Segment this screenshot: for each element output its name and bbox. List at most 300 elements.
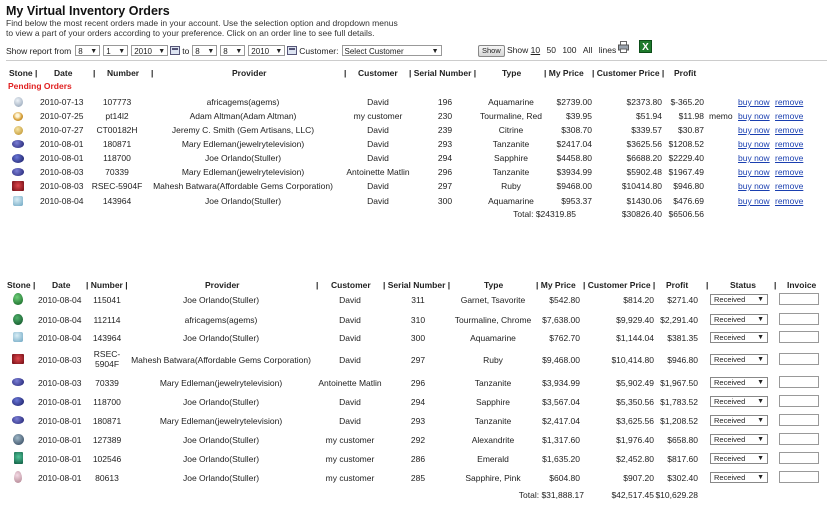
chevron-down-icon: ▼: [158, 48, 166, 55]
row-customer-price: $1,144.04: [616, 333, 654, 343]
row-date: 2010-08-01: [40, 153, 84, 163]
remove-link[interactable]: remove: [775, 125, 804, 135]
ruby-rect-stone-icon: [12, 181, 24, 191]
row-number: 112114: [93, 315, 121, 325]
invoice-input[interactable]: [779, 313, 819, 325]
row-serial: 292: [410, 435, 426, 445]
row-provider: Mary Edleman(jewelrytelevision): [181, 167, 305, 177]
row-customer: David: [367, 196, 389, 206]
row-date: 2010-08-04: [38, 295, 82, 305]
chevron-down-icon: ▼: [757, 296, 764, 303]
row-serial: 296: [410, 378, 426, 388]
row-customer-price: $2,452.80: [616, 454, 654, 464]
invoice-input[interactable]: [779, 471, 819, 483]
row-date: 2010-08-01: [38, 397, 82, 407]
row-serial: 300: [410, 333, 426, 343]
status-select[interactable]: [710, 453, 768, 464]
row-number: 143964: [92, 333, 122, 343]
chevron-down-icon: ▼: [431, 48, 439, 55]
row-customer-price: $10,414.80: [611, 355, 654, 365]
row-type: Sapphire, Pink: [465, 473, 521, 483]
status-value: Received: [714, 435, 746, 444]
row-customer-price: $5902.48: [626, 167, 662, 177]
alexandrite-round-stone-icon: [13, 434, 24, 445]
row-type: Aquamarine: [488, 196, 534, 206]
row-type: Citrine: [498, 125, 524, 135]
row-number-line-1: RSEC-: [93, 349, 121, 359]
row-serial: 300: [437, 196, 453, 206]
row-number: 180871: [92, 416, 122, 426]
pending-orders-label: Pending Orders: [8, 81, 72, 91]
to-label: to: [182, 45, 190, 56]
row-date: 2010-08-01: [38, 435, 82, 445]
row-type: Tourmaline, Red: [480, 111, 542, 121]
row-serial: 293: [410, 416, 426, 426]
col-sep: |: [344, 68, 347, 78]
row-customer-price: $1,976.40: [616, 435, 654, 445]
status-select[interactable]: [710, 472, 768, 483]
from-day-select[interactable]: 8 ▼: [75, 45, 100, 56]
row-customer-price: $10414.80: [621, 181, 662, 191]
col-date: Date: [54, 68, 73, 78]
orders-total-profit: $10,629.28: [655, 490, 698, 500]
col-my-price: | My Price: [544, 68, 584, 78]
col-type: Type: [502, 68, 522, 78]
row-my-price: $3,567.04: [542, 397, 580, 407]
row-profit: $381.35: [667, 333, 698, 343]
row-my-price: $7,638.00: [542, 315, 580, 325]
invoice-input[interactable]: [779, 452, 819, 464]
from-year-select[interactable]: 2010 ▼: [131, 45, 168, 56]
row-number: 118700: [103, 153, 131, 163]
row-provider: Joe Orlando(Stuller): [204, 196, 282, 206]
row-number: 70339: [105, 167, 129, 177]
remove-link[interactable]: remove: [775, 139, 804, 149]
row-customer-price: $907.20: [623, 473, 654, 483]
skull-charm-stone-icon: [14, 97, 23, 107]
row-customer-price: $5,902.49: [616, 378, 654, 388]
chevron-down-icon: ▼: [757, 455, 764, 462]
row-number: CT00182H: [96, 125, 138, 135]
citrine-round-stone-icon: [14, 126, 23, 135]
row-my-price: $9468.00: [556, 181, 592, 191]
remove-link[interactable]: remove: [775, 153, 804, 163]
row-customer-price: $339.57: [631, 125, 662, 135]
row-customer: David: [367, 97, 389, 107]
row-type: Sapphire: [493, 153, 529, 163]
row-profit: $2,291.40: [660, 315, 698, 325]
col-serial: | Serial Number |: [409, 68, 477, 78]
row-serial: 230: [437, 111, 453, 121]
row-date: 2010-08-03: [38, 355, 82, 365]
col-my-price: | My Price: [536, 280, 576, 290]
remove-link[interactable]: remove: [775, 181, 804, 191]
customer-label: Customer:: [299, 45, 339, 56]
row-customer-price: $6688.20: [626, 153, 662, 163]
page-size-selector: [507, 45, 616, 55]
col-stone: Stone |: [9, 68, 38, 78]
row-customer: my customer: [325, 435, 375, 445]
invoice-input[interactable]: [779, 331, 819, 343]
buy-now-link[interactable]: buy now: [738, 196, 770, 206]
row-number-line-2: 5904F: [94, 359, 120, 369]
remove-link[interactable]: remove: [775, 97, 804, 107]
status-select[interactable]: [710, 434, 768, 445]
col-customer-price: | Customer Price |: [583, 280, 656, 290]
pink-sapphire-tear-stone-icon: [14, 471, 22, 483]
row-number: 180871: [102, 139, 132, 149]
row-serial: 311: [411, 295, 425, 305]
row-type: Tanzanite: [492, 139, 530, 149]
row-my-price: $2,417.04: [542, 416, 580, 426]
chevron-down-icon: ▼: [757, 417, 764, 424]
row-customer-price: $51.94: [636, 111, 662, 121]
row-my-price: $4458.80: [556, 153, 592, 163]
row-serial: 297: [437, 181, 453, 191]
col-type: Type: [484, 280, 504, 290]
row-customer-price: $1430.06: [626, 196, 662, 206]
row-my-price: $9,468.00: [542, 355, 580, 365]
row-serial: 296: [437, 167, 453, 177]
emerald-rect-stone-icon: [14, 452, 23, 464]
lines-label: lines: [598, 45, 617, 55]
row-provider: Jeremy C. Smith (Gem Artisans, LLC): [171, 125, 315, 135]
filter-divider: [6, 60, 827, 61]
row-profit: $946.80: [667, 355, 698, 365]
row-profit: $302.40: [667, 473, 698, 483]
row-date: 2010-08-04: [38, 315, 82, 325]
tanzanite-oval-stone-icon: [12, 140, 24, 148]
row-provider: Joe Orlando(Stuller): [182, 435, 260, 445]
row-my-price: $3,934.99: [542, 378, 580, 388]
buy-now-link[interactable]: buy now: [738, 97, 770, 107]
row-customer: David: [367, 153, 389, 163]
status-value: Received: [714, 295, 746, 304]
row-profit: $1208.52: [668, 139, 704, 149]
row-customer: David: [367, 181, 389, 191]
row-customer: David: [339, 315, 361, 325]
buy-now-link[interactable]: buy now: [738, 153, 770, 163]
col-date: Date: [52, 280, 71, 290]
row-serial: 294: [437, 153, 453, 163]
row-date: 2010-08-04: [38, 333, 82, 343]
printer-icon[interactable]: [618, 41, 629, 53]
row-number: 107773: [102, 97, 132, 107]
row-my-price: $2417.04: [556, 139, 592, 149]
row-customer: Antoinette Matlin: [318, 378, 382, 388]
row-provider: Mahesh Batwara(Affordable Gems Corporation): [131, 355, 311, 365]
status-value: Received: [714, 333, 746, 342]
buy-now-link[interactable]: buy now: [738, 181, 770, 191]
buy-now-link[interactable]: buy now: [738, 111, 770, 121]
status-value: Received: [714, 473, 746, 482]
calendar-icon[interactable]: [170, 46, 180, 55]
row-profit: $476.69: [673, 196, 704, 206]
row-profit: $271.40: [667, 295, 698, 305]
row-customer: David: [367, 125, 389, 135]
col-stone: Stone |: [7, 280, 36, 290]
row-number: 115041: [93, 295, 121, 305]
chevron-down-icon: ▼: [757, 474, 764, 481]
row-date: 2010-08-01: [38, 416, 82, 426]
row-customer: David: [339, 333, 361, 343]
row-my-price: $1,317.60: [542, 435, 580, 445]
col-status: Status: [730, 280, 756, 290]
row-date: 2010-08-03: [40, 181, 84, 191]
chevron-down-icon: ▼: [275, 48, 283, 55]
row-type: Aquamarine: [488, 97, 534, 107]
row-customer: my customer: [325, 454, 375, 464]
row-my-price: $953.37: [561, 196, 592, 206]
invoice-input[interactable]: [779, 293, 819, 305]
col-sep: |: [316, 280, 319, 290]
row-type: Garnet, Tsavorite: [460, 295, 526, 305]
row-number: pt14l2: [105, 111, 129, 121]
invoice-input[interactable]: [779, 433, 819, 445]
row-provider: Joe Orlando(Stuller): [182, 473, 260, 483]
row-provider: Mahesh Batwara(Affordable Gems Corporation): [153, 181, 333, 191]
row-profit: $1967.49: [668, 167, 704, 177]
page-size-all[interactable]: All: [582, 45, 593, 55]
row-number: 80613: [95, 473, 119, 483]
status-select[interactable]: [710, 314, 768, 325]
status-value: Received: [714, 355, 746, 364]
to-day-select[interactable]: 8 ▼: [192, 45, 217, 56]
row-type: Ruby: [501, 181, 521, 191]
status-select[interactable]: [710, 377, 768, 388]
col-invoice: Invoice: [787, 280, 817, 290]
sapphire-oval-stone-icon: [12, 397, 24, 406]
row-profit: $1,783.52: [660, 397, 698, 407]
report-filters: [6, 44, 442, 57]
row-memo: memo: [709, 111, 733, 121]
status-select[interactable]: [710, 332, 768, 343]
row-provider: Mary Edleman(jewelrytelevision): [181, 139, 305, 149]
row-provider: Joe Orlando(Stuller): [204, 153, 282, 163]
row-date: 2010-07-13: [40, 97, 84, 107]
row-type: Sapphire: [475, 397, 511, 407]
from-month-select[interactable]: 1 ▼: [103, 45, 128, 56]
row-customer-price: $9,929.40: [616, 315, 654, 325]
row-serial: 294: [410, 397, 426, 407]
row-customer: David: [339, 416, 361, 426]
row-number: RSEC-5904F: [91, 181, 143, 191]
status-value: Received: [714, 397, 746, 406]
row-my-price: $3934.99: [556, 167, 592, 177]
row-profit: $658.80: [667, 435, 698, 445]
orders-total-my-price: Total: $31,888.17: [518, 490, 584, 500]
row-customer: Antoinette Matlin: [346, 167, 410, 177]
row-date: 2010-07-27: [40, 125, 84, 135]
row-provider: Joe Orlando(Stuller): [182, 333, 260, 343]
invoice-input[interactable]: [779, 414, 819, 426]
col-number: | Number |: [86, 280, 128, 290]
row-number: 143964: [102, 196, 132, 206]
col-profit: Profit: [666, 280, 689, 290]
row-date: 2010-08-01: [40, 139, 84, 149]
status-select[interactable]: [710, 415, 768, 426]
page-title: My Virtual Inventory Orders: [6, 4, 170, 18]
chevron-down-icon: ▼: [757, 379, 764, 386]
row-serial: 239: [437, 125, 453, 135]
status-value: Received: [714, 454, 746, 463]
buy-now-link[interactable]: buy now: [738, 167, 770, 177]
row-profit: $946.80: [673, 181, 704, 191]
col-serial: | Serial Number |: [383, 280, 451, 290]
col-sep: |: [93, 68, 96, 78]
pending-total-my-price: Total: $24319.85: [513, 209, 576, 219]
row-serial: 297: [410, 355, 426, 365]
row-type: Alexandrite: [471, 435, 515, 445]
row-provider: Joe Orlando(Stuller): [182, 454, 260, 464]
row-serial: 286: [410, 454, 426, 464]
col-provider: Provider: [205, 280, 240, 290]
chevron-down-icon: ▼: [757, 436, 764, 443]
customer-select[interactable]: Select Customer ▼: [342, 45, 442, 56]
tanzanite-oval-stone-icon: [12, 378, 24, 386]
row-customer-price: $2373.80: [626, 97, 662, 107]
remove-link[interactable]: remove: [775, 111, 804, 121]
row-type: Tanzanite: [492, 167, 530, 177]
status-select[interactable]: [710, 354, 768, 365]
aquamarine-square-stone-icon: [13, 332, 23, 342]
row-my-price: $39.95: [566, 111, 592, 121]
row-date: 2010-08-03: [38, 378, 82, 388]
col-sep: |: [774, 280, 777, 290]
row-serial: 285: [410, 473, 426, 483]
row-profit: $1,208.52: [660, 416, 698, 426]
gold-ring-stone-icon: [13, 112, 23, 121]
page-size-100[interactable]: 100: [562, 45, 577, 55]
row-profit: $817.60: [667, 454, 698, 464]
page-size-50[interactable]: 50: [546, 45, 556, 55]
row-number: 102546: [92, 454, 122, 464]
row-number: 118700: [93, 397, 121, 407]
row-my-price: $1,635.20: [542, 454, 580, 464]
row-serial: 196: [437, 97, 453, 107]
page-size-10[interactable]: 10: [530, 45, 541, 55]
row-serial: 310: [410, 315, 426, 325]
row-date: 2010-08-04: [40, 196, 84, 206]
aquamarine-square-stone-icon: [13, 196, 23, 206]
col-number: Number: [107, 68, 140, 78]
row-provider: africagems(agems): [206, 97, 280, 107]
tanzanite-oval-stone-icon: [12, 416, 24, 424]
chevron-down-icon: ▼: [235, 48, 243, 55]
row-profit: $-365.20: [670, 97, 704, 107]
row-provider: Mary Edleman(jewelrytelevision): [159, 416, 283, 426]
col-customer-price: | Customer Price |: [592, 68, 665, 78]
row-type: Emerald: [477, 454, 509, 464]
col-sep: |: [151, 68, 154, 78]
row-customer: David: [339, 397, 361, 407]
chevron-down-icon: ▼: [207, 48, 215, 55]
row-date: 2010-08-01: [38, 454, 82, 464]
buy-now-link[interactable]: buy now: [738, 125, 770, 135]
row-provider: Joe Orlando(Stuller): [182, 397, 260, 407]
col-provider: Provider: [232, 68, 267, 78]
tsavorite-tear-stone-icon: [13, 293, 23, 305]
ruby-rect-stone-icon: [12, 354, 24, 364]
remove-link[interactable]: remove: [775, 167, 804, 177]
status-value: Received: [714, 315, 746, 324]
row-type: Tourmaline, Chrome: [454, 315, 532, 325]
row-type: Tanzanite: [474, 416, 512, 426]
row-serial: 293: [437, 139, 453, 149]
row-my-price: $2739.00: [556, 97, 592, 107]
chevron-down-icon: ▼: [90, 48, 98, 55]
sapphire-oval-stone-icon: [12, 154, 24, 163]
row-provider: africagems(agems): [184, 315, 258, 325]
row-provider: Mary Edleman(jewelrytelevision): [159, 378, 283, 388]
row-my-price: $308.70: [561, 125, 592, 135]
page-intro: [6, 19, 566, 38]
col-customer: Customer: [358, 68, 398, 78]
status-select[interactable]: [710, 396, 768, 407]
row-customer: David: [339, 295, 361, 305]
row-provider: Adam Altman(Adam Altman): [189, 111, 297, 121]
chrome-oval-stone-icon: [13, 314, 23, 325]
orders-total-customer-price: $42,517.45: [611, 490, 654, 500]
intro-line-2: to view a part of your orders according to your preference. Click on an order line to see full details.: [6, 27, 375, 38]
buy-now-link[interactable]: buy now: [738, 139, 770, 149]
row-my-price: $604.80: [549, 473, 580, 483]
row-customer: David: [367, 139, 389, 149]
show-label: Show: [507, 45, 529, 55]
row-customer: my customer: [325, 473, 375, 483]
row-number: 127389: [92, 435, 122, 445]
pending-total-profit: $6506.56: [668, 209, 704, 219]
row-date: 2010-08-03: [40, 167, 84, 177]
row-type: Ruby: [483, 355, 503, 365]
row-customer-price: $814.20: [623, 295, 654, 305]
to-year-select[interactable]: 2010 ▼: [248, 45, 285, 56]
status-value: Received: [714, 416, 746, 425]
status-value: Received: [714, 378, 746, 387]
row-provider: Joe Orlando(Stuller): [182, 295, 260, 305]
show-button[interactable]: Show: [478, 45, 505, 57]
invoice-input[interactable]: [779, 395, 819, 407]
chevron-down-icon: ▼: [757, 334, 764, 341]
row-my-price: $762.70: [549, 333, 580, 343]
excel-icon[interactable]: X: [639, 40, 652, 53]
show-report-from-label: Show report from: [6, 45, 72, 56]
intro-line-1: Find below the most recent orders made in your account. Use the selection option and dropdown menus: [6, 18, 398, 28]
row-customer: my customer: [353, 111, 403, 121]
row-profit: $30.87: [678, 125, 704, 135]
remove-link[interactable]: remove: [775, 196, 804, 206]
row-profit: $2229.40: [668, 153, 704, 163]
row-type: Tanzanite: [474, 378, 512, 388]
row-my-price: $542.80: [549, 295, 580, 305]
pending-total-customer-price: $30826.40: [621, 209, 662, 219]
chevron-down-icon: ▼: [118, 48, 126, 55]
chevron-down-icon: ▼: [757, 356, 764, 363]
status-select[interactable]: [710, 294, 768, 305]
col-profit: Profit: [674, 68, 697, 78]
to-month-select[interactable]: 8 ▼: [220, 45, 245, 56]
invoice-input[interactable]: [779, 353, 819, 365]
row-customer: David: [339, 355, 361, 365]
chevron-down-icon: ▼: [757, 316, 764, 323]
row-number: 70339: [95, 378, 119, 388]
row-profit: $1,967.50: [660, 378, 698, 388]
invoice-input[interactable]: [779, 376, 819, 388]
col-sep: |: [706, 280, 709, 290]
tanzanite-oval-stone-icon: [12, 168, 24, 176]
calendar-icon[interactable]: [287, 46, 297, 55]
row-date: 2010-07-25: [40, 111, 84, 121]
